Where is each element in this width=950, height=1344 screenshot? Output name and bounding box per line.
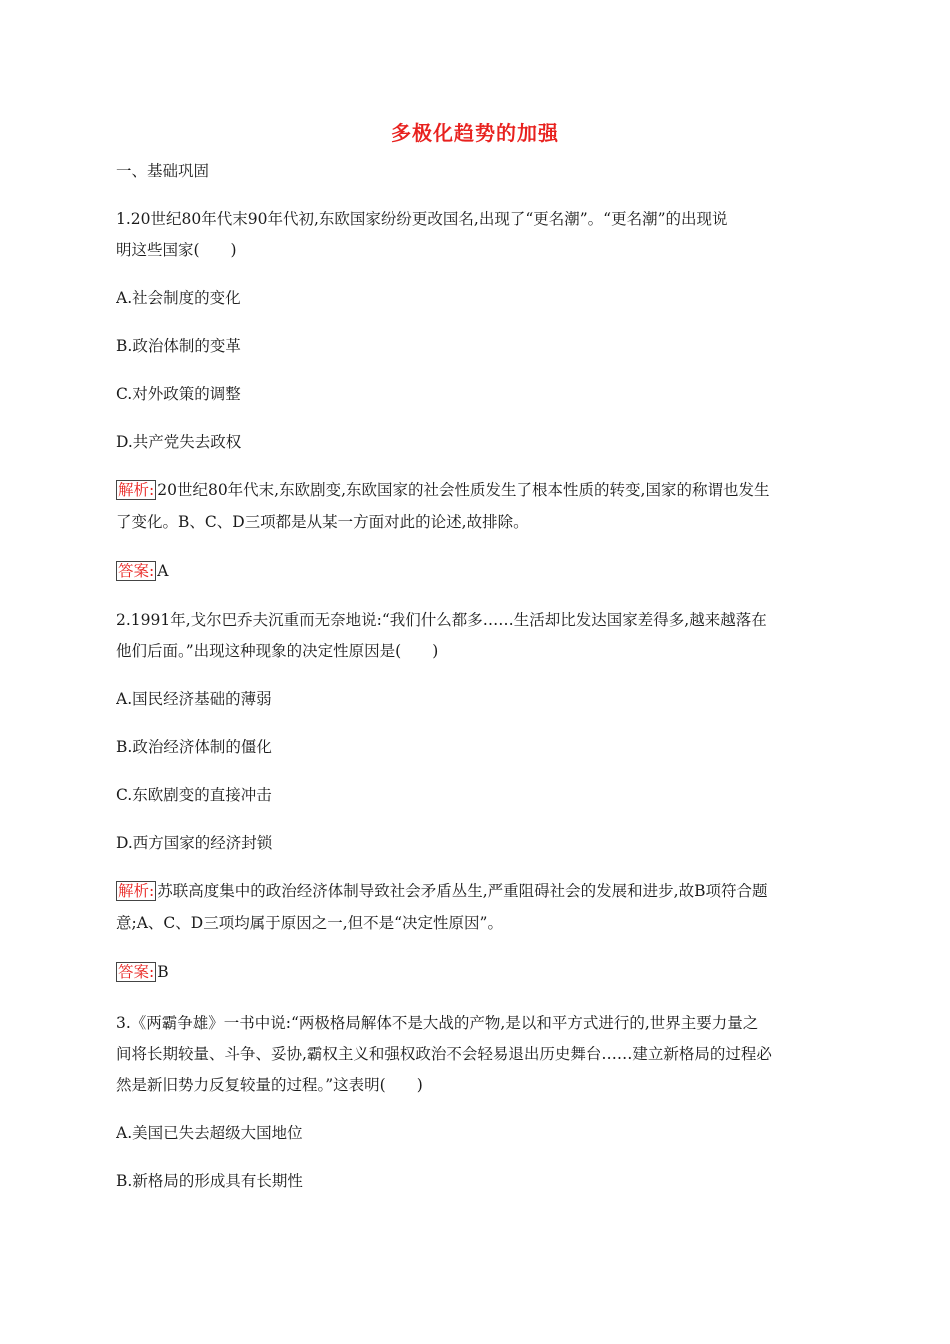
q2-option-b: B.政治经济体制的僵化 (116, 738, 272, 756)
q3-option-a: A.美国已失去超级大国地位 (116, 1124, 303, 1142)
q1-stem-line-2: 明这些国家( ) (116, 241, 237, 259)
q2-option-a: A.国民经济基础的薄弱 (116, 690, 272, 708)
q2-option-c: C.东欧剧变的直接冲击 (116, 786, 272, 804)
q2-answer-value: B (157, 963, 169, 981)
q1-analysis-line-1 (116, 480, 836, 500)
q2-stem-line-1: 2.1991年,戈尔巴乔夫沉重而无奈地说:“我们什么都多……生活却比发达国家差得多,越来越落在 (116, 611, 767, 629)
answer-tag: 答案: (118, 562, 155, 580)
q1-stem-line-1: 1.20世纪80年代末90年代初,东欧国家纷纷更改国名,出现了“更名潮”。“更名潮”的出现说 (116, 210, 728, 228)
q3-stem-line-3: 然是新旧势力反复较量的过程。”这表明( ) (116, 1076, 423, 1094)
q1-analysis-text: 20世纪80年代末,东欧剧变,东欧国家的社会性质发生了根本性质的转变,国家的称谓也发生 (157, 481, 770, 499)
q3-option-b: B.新格局的形成具有长期性 (116, 1172, 303, 1190)
q1-option-b: B.政治体制的变革 (116, 337, 241, 355)
q1-answer (116, 561, 836, 581)
q1-option-c: C.对外政策的调整 (116, 385, 241, 403)
section-heading: 一、基础巩固 (116, 162, 210, 180)
q2-analysis-text: 苏联高度集中的政治经济体制导致社会矛盾丛生,严重阻碍社会的发展和进步,故B项符合题 (157, 882, 768, 900)
q2-analysis-line-2: 意;A、C、D三项均属于原因之一,但不是“决定性原因”。 (116, 914, 503, 932)
q2-option-d: D.西方国家的经济封锁 (116, 834, 273, 852)
q3-stem-line-2: 间将长期较量、斗争、妥协,霸权主义和强权政治不会轻易退出历史舞台……建立新格局的过程必 (116, 1045, 772, 1063)
answer-tag: 答案: (118, 963, 155, 981)
q1-option-a: A.社会制度的变化 (116, 289, 241, 307)
q1-analysis-line-2: 了变化。B、C、D三项都是从某一方面对此的论述,故排除。 (116, 513, 529, 531)
analysis-tag: 解析: (118, 882, 155, 900)
q1-answer-value: A (157, 562, 169, 580)
q2-stem-line-2: 他们后面。”出现这种现象的决定性原因是( ) (116, 642, 439, 660)
q2-answer (116, 962, 836, 982)
q1-option-d: D.共产党失去政权 (116, 433, 242, 451)
q3-stem-line-1: 3.《两霸争雄》一书中说:“两极格局解体不是大战的产物,是以和平方式进行的,世界主要力量之 (116, 1014, 759, 1032)
analysis-tag: 解析: (118, 481, 155, 499)
page-title: 多极化趋势的加强 (391, 121, 559, 145)
q2-analysis-line-1 (116, 881, 836, 901)
